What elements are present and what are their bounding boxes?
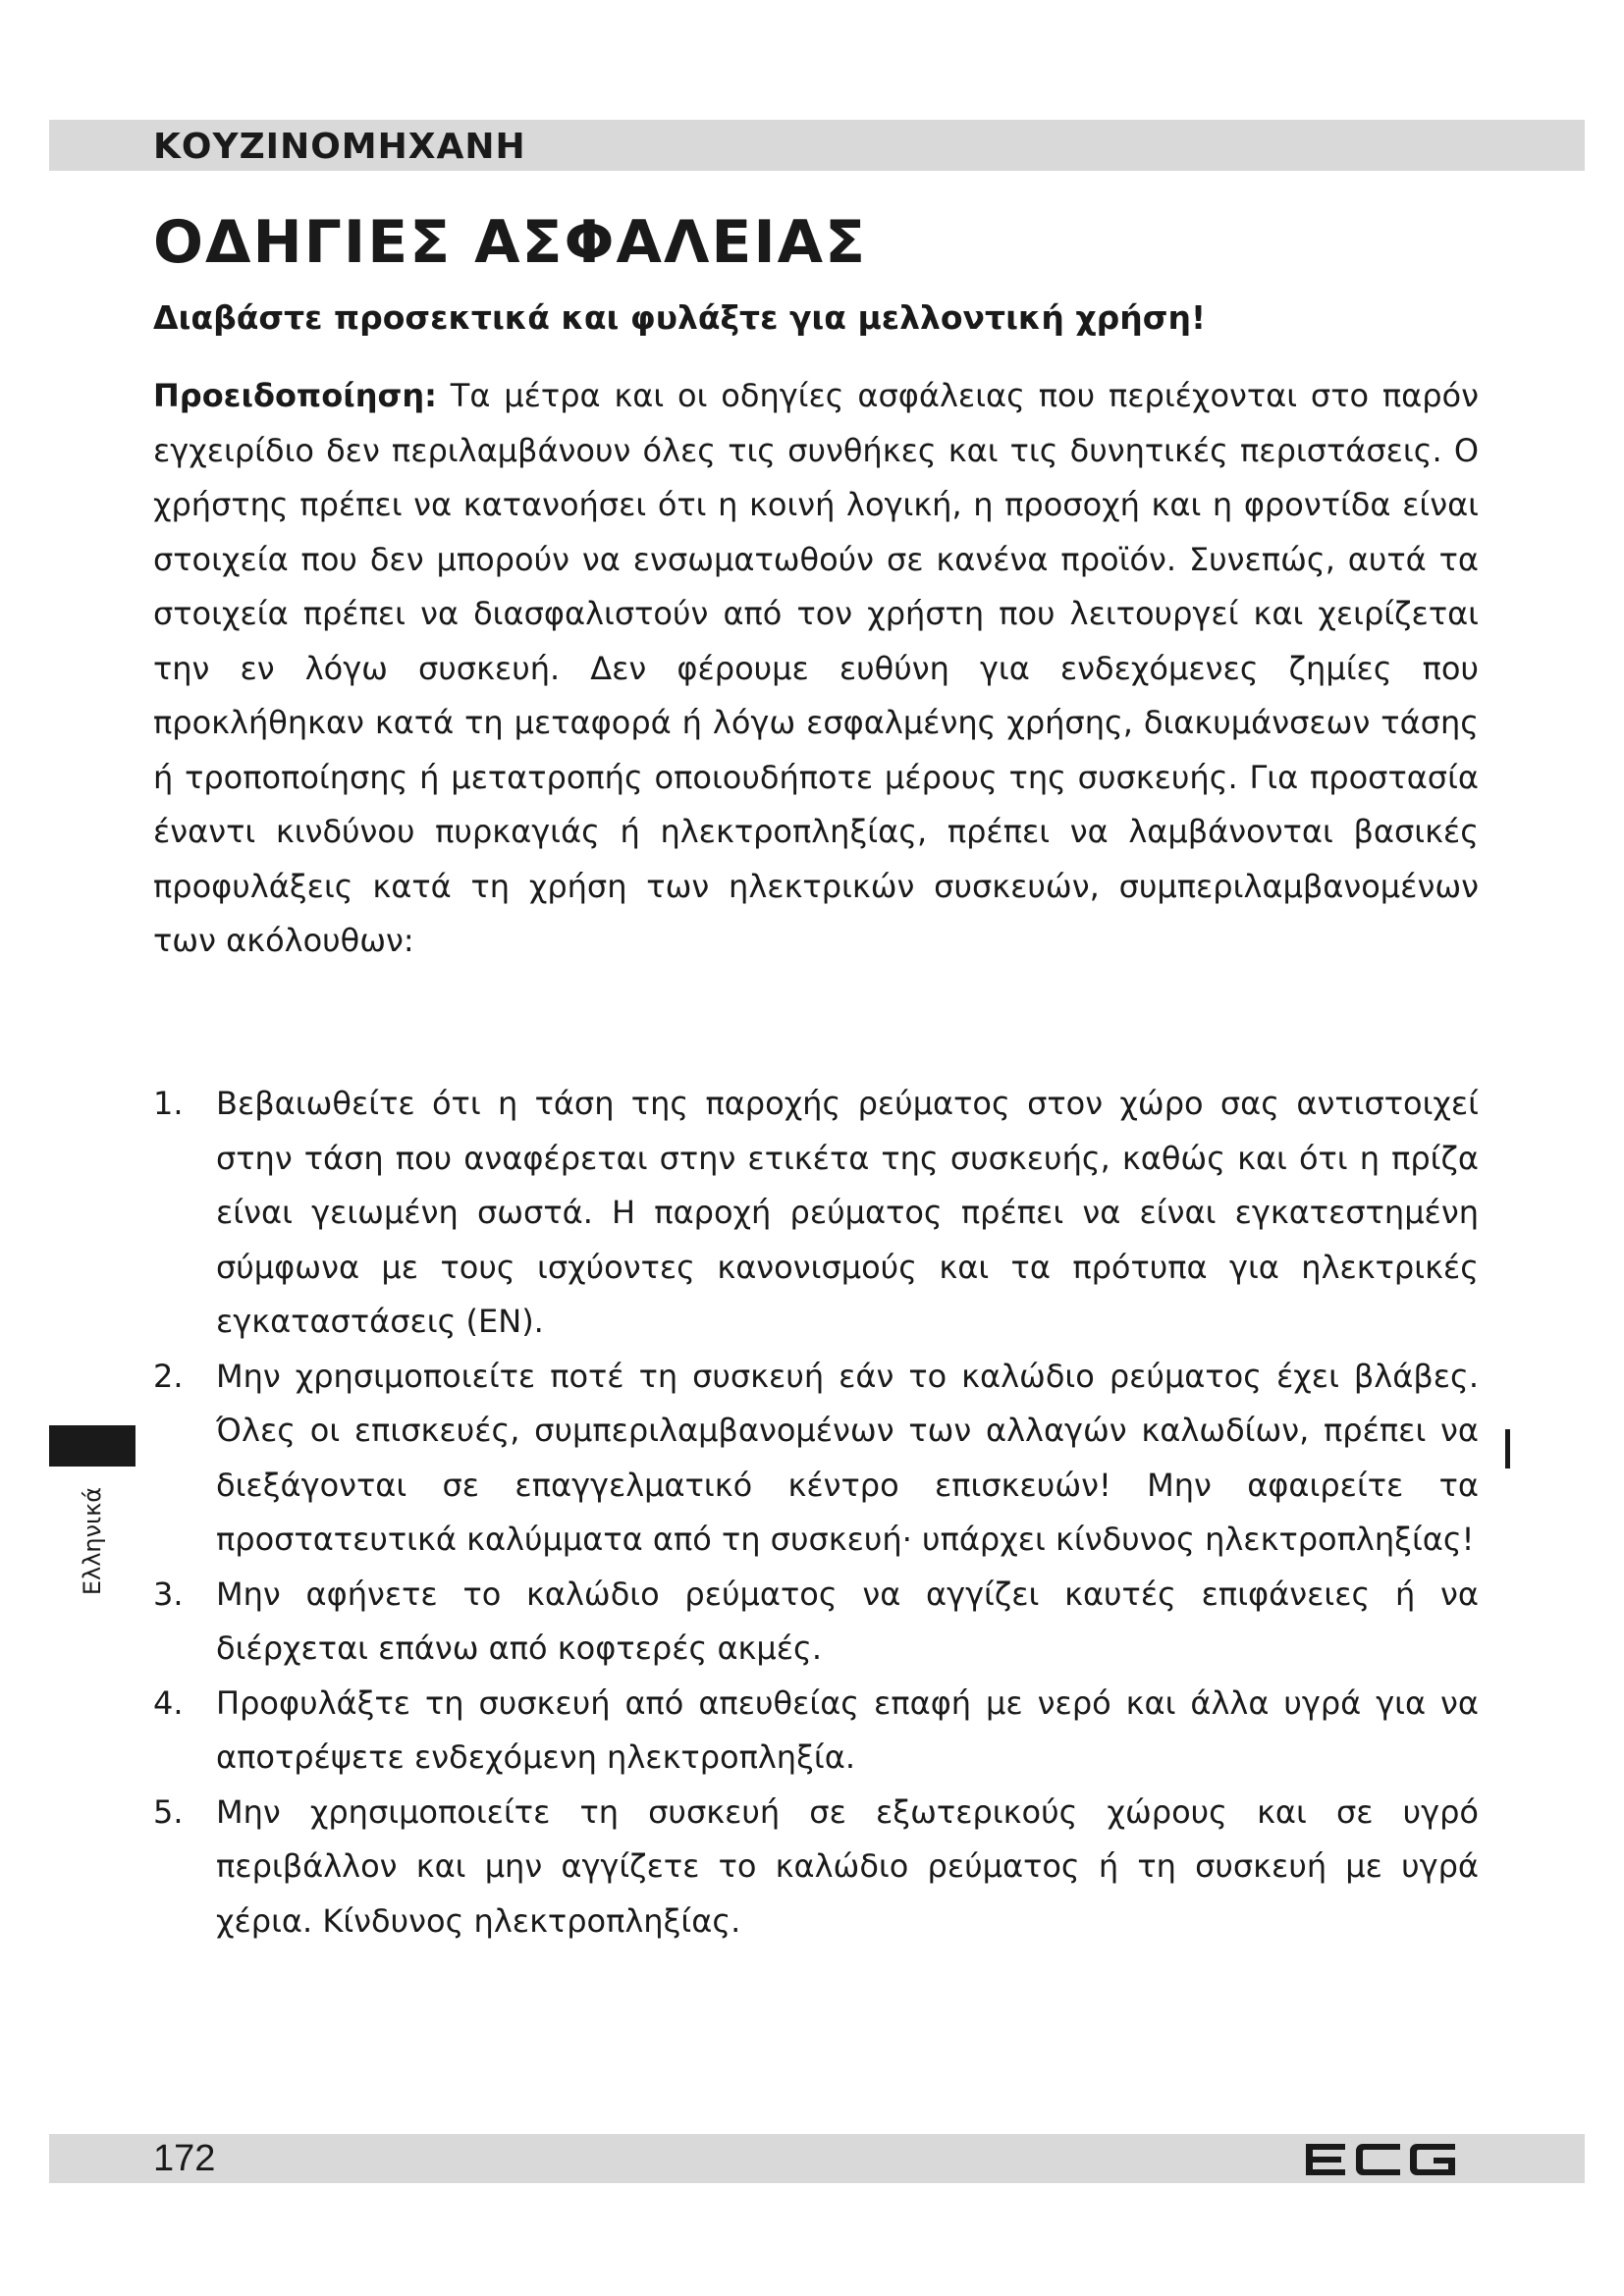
item-number: 2. xyxy=(153,1357,184,1395)
ecg-logo xyxy=(1302,2140,1459,2179)
page-number: 172 xyxy=(153,2138,216,2179)
warning-text: Τα μέτρα και οι οδηγίες ασφάλειας που περιέχονται στο παρόν εγχειρίδιο δεν περιλαμβάνουν όλες τις συνθήκες και τις δυνητικές περιστάσεις. Ο χρήστης πρέπει να κατανοήσει ότι η κοινή λογική, η προσοχή και η φροντίδα είναι στοιχεία που δεν μπορούν να ενσωματωθούν σε κανένα προϊόν. Συνεπώς, αυτά τα στοιχεία πρέπει να διασφαλιστούν από τον χρήστη που λειτουργεί και χειρίζεται την εν λόγω συσκευή. Δεν φέρουμε ευθύνη για ενδεχόμενες ζημίες που προκλήθηκαν κατά τη μεταφορά ή λόγω εσφαλμένης χρήσης, διακυμάνσεων τάσης ή τροποποίησης ή μετατροπής οποιουδήποτε μέρους της συσκευής. Για προστασία έναντι κινδύνου πυρκαγιάς ή ηλεκτροπληξίας, πρέπει να λαμβάνονται βασικές προφυλάξεις κατά τη χρήση των ηλεκτρικών συσκευών, συμπεριλαμβανομένων των ακόλουθων: xyxy=(153,377,1479,959)
page-title: ΟΔΗΓΙΕΣ ΑΣΦΑΛΕΙΑΣ xyxy=(153,208,868,277)
list-item xyxy=(153,1350,1479,1568)
list-item xyxy=(153,1677,1479,1786)
section-label: ΚΟΥΖΙΝΟΜΗΧΑΝΗ xyxy=(153,127,526,167)
item-text: Προφυλάξτε τη συσκευή από απευθείας επαφή με νερό και άλλα υγρά για να αποτρέψετε ενδεχόμενη ηλεκτροπληξία. xyxy=(216,1683,1479,1776)
item-text: Μην χρησιμοποιείτε τη συσκευή σε εξωτερικούς χώρους και σε υγρό περιβάλλον και μην αγγίζετε το καλώδιο ρεύματος ή τη συσκευή με υγρά χέρια. Κίνδυνος ηλεκτροπληξίας. xyxy=(216,1792,1479,1940)
change-bar xyxy=(1505,1429,1510,1468)
item-number: 5. xyxy=(153,1792,184,1831)
list-item xyxy=(153,1568,1479,1677)
language-tab-marker xyxy=(49,1425,135,1467)
item-text: Μην χρησιμοποιείτε ποτέ τη συσκευή εάν το καλώδιο ρεύματος έχει βλάβες. Όλες οι επισκευές, συμπεριλαμβανομένων των αλλαγών καλωδίων, πρέπει να διεξάγονται σε επαγγελματικό κέντρο επισκευών! Μην αφαιρείτε τα προστατευτικά καλύμματα από τη συσκευή· υπάρχει κίνδυνος ηλεκτροπληξίας! xyxy=(216,1357,1479,1558)
warning-paragraph xyxy=(153,369,1479,969)
subtitle: Διαβάστε προσεκτικά και φυλάξτε για μελλοντική χρήση! xyxy=(153,298,1207,337)
language-tab-label: Ελληνικά xyxy=(79,1486,106,1596)
safety-instructions-list xyxy=(153,1077,1479,1949)
item-number: 3. xyxy=(153,1575,184,1613)
item-number: 1. xyxy=(153,1085,184,1122)
item-text: Μην αφήνετε το καλώδιο ρεύματος να αγγίζει καυτές επιφάνειες ή να διέρχεται επάνω από κοφτερές ακμές. xyxy=(216,1575,1479,1667)
warning-label: Προειδοποίηση: xyxy=(153,377,437,414)
list-item xyxy=(153,1077,1479,1350)
item-number: 4. xyxy=(153,1683,184,1722)
item-text: Βεβαιωθείτε ότι η τάση της παροχής ρεύματος στον χώρο σας αντιστοιχεί στην τάση που αναφέρεται στην ετικέτα της συσκευής, καθώς και ότι η πρίζα είναι γειωμένη σωστά. Η παροχή ρεύματος πρέπει να είναι εγκατεστημένη σύμφωνα με τους ισχύοντες κανονισμούς και τα πρότυπα για ηλεκτρικές εγκαταστάσεις (EN). xyxy=(216,1085,1479,1340)
list-item xyxy=(153,1786,1479,1949)
